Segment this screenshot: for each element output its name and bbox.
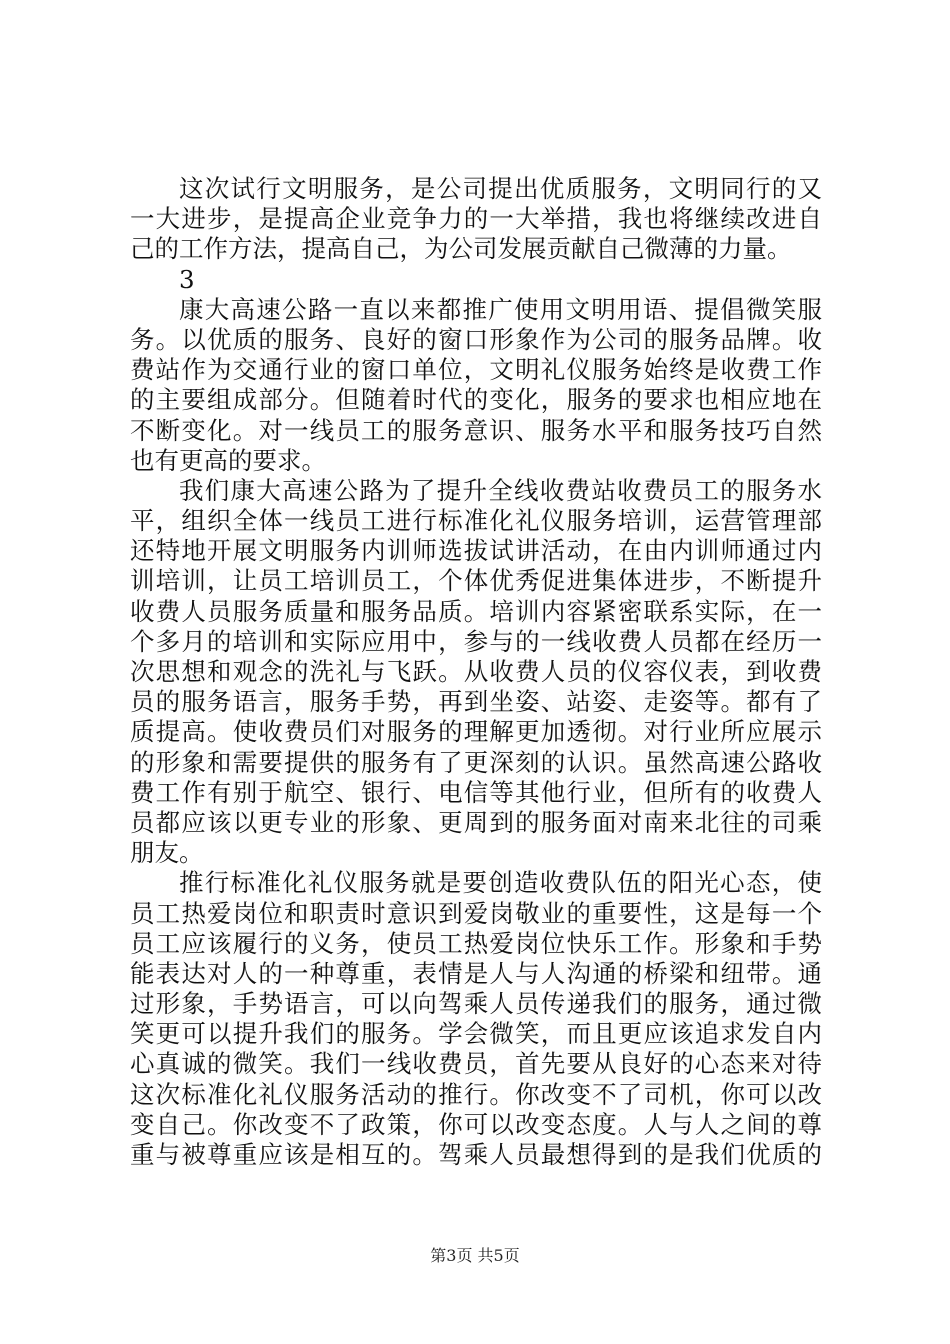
- text-line: 也有更高的要求。: [130, 445, 326, 475]
- text-line: 费站作为交通行业的窗口单位，文明礼仪服务始终是收费工作: [130, 355, 822, 385]
- text-line: 的形象和需要提供的服务有了更深刻的认识。虽然高速公路收: [130, 747, 822, 777]
- text-line: 朋友。: [130, 838, 204, 868]
- text-line: 这次标准化礼仪服务活动的推行。你改变不了司机，你可以改: [130, 1079, 822, 1109]
- text-line: 3: [179, 264, 195, 294]
- text-line: 员工热爱岗位和职责时意识到爱岗敬业的重要性，这是每一个: [130, 898, 822, 928]
- text-line: 员都应该以更专业的形象、更周到的服务面对南来北往的司乘: [130, 807, 822, 837]
- text-line: 心真诚的微笑。我们一线收费员，首先要从良好的心态来对待: [130, 1049, 822, 1079]
- text-line: 平，组织全体一线员工进行标准化礼仪服务培训，运营管理部: [130, 506, 822, 536]
- text-line: 务。以优质的服务、良好的窗口形象作为公司的服务品牌。收: [130, 324, 822, 354]
- text-line: 我们康大高速公路为了提升全线收费站收费员工的服务水: [179, 475, 822, 505]
- text-line: 康大高速公路一直以来都推广使用文明用语、提倡微笑服: [179, 294, 822, 324]
- text-line: 员工应该履行的义务，使员工热爱岗位快乐工作。形象和手势: [130, 928, 822, 958]
- text-line: 变自己。你改变不了政策，你可以改变态度。人与人之间的尊: [130, 1109, 822, 1139]
- text-line: 这次试行文明服务，是公司提出优质服务，文明同行的又: [179, 174, 822, 203]
- text-line: 次思想和观念的洗礼与飞跃。从收费人员的仪容仪表，到收费: [130, 657, 822, 686]
- text-line: 不断变化。对一线员工的服务意识、服务水平和服务技巧自然: [130, 415, 822, 445]
- text-line: 一大进步，是提高企业竞争力的一大举措，我也将继续改进自: [130, 204, 822, 234]
- text-line: 笑更可以提升我们的服务。学会微笑，而且更应该追求发自内: [130, 1019, 822, 1049]
- text-line: 能表达对人的一种尊重，表情是人与人沟通的桥梁和纽带。通: [130, 958, 822, 988]
- text-line: 推行标准化礼仪服务就是要创造收费队伍的阳光心态，使: [179, 868, 822, 898]
- text-line: 员的服务语言，服务手势，再到坐姿、站姿、走姿等。都有了: [130, 687, 822, 717]
- text-line: 还特地开展文明服务内训师选拔试讲活动，在由内训师通过内: [130, 536, 822, 566]
- text-line: 过形象，手势语言，可以向驾乘人员传递我们的服务，通过微: [130, 989, 822, 1019]
- text-line: 训培训，让员工培训员工，个体优秀促进集体进步，不断提升: [130, 566, 822, 596]
- text-line: 重与被尊重应该是相互的。驾乘人员最想得到的是我们优质的: [130, 1140, 822, 1169]
- page-number-footer: 第3页 共5页: [430, 1246, 520, 1265]
- document-body: [130, 174, 822, 1170]
- text-line: 己的工作方法，提高自己，为公司发展贡献自己微薄的力量。: [130, 234, 792, 264]
- text-line: 的主要组成部分。但随着时代的变化，服务的要求也相应地在: [130, 385, 822, 415]
- text-line: 质提高。使收费员们对服务的理解更加透彻。对行业所应展示: [130, 717, 822, 747]
- text-line: 费工作有别于航空、银行、电信等其他行业，但所有的收费人: [130, 777, 822, 807]
- text-line: 收费人员服务质量和服务品质。培训内容紧密联系实际，在一: [130, 596, 822, 626]
- text-line: 个多月的培训和实际应用中，参与的一线收费人员都在经历一: [130, 626, 822, 656]
